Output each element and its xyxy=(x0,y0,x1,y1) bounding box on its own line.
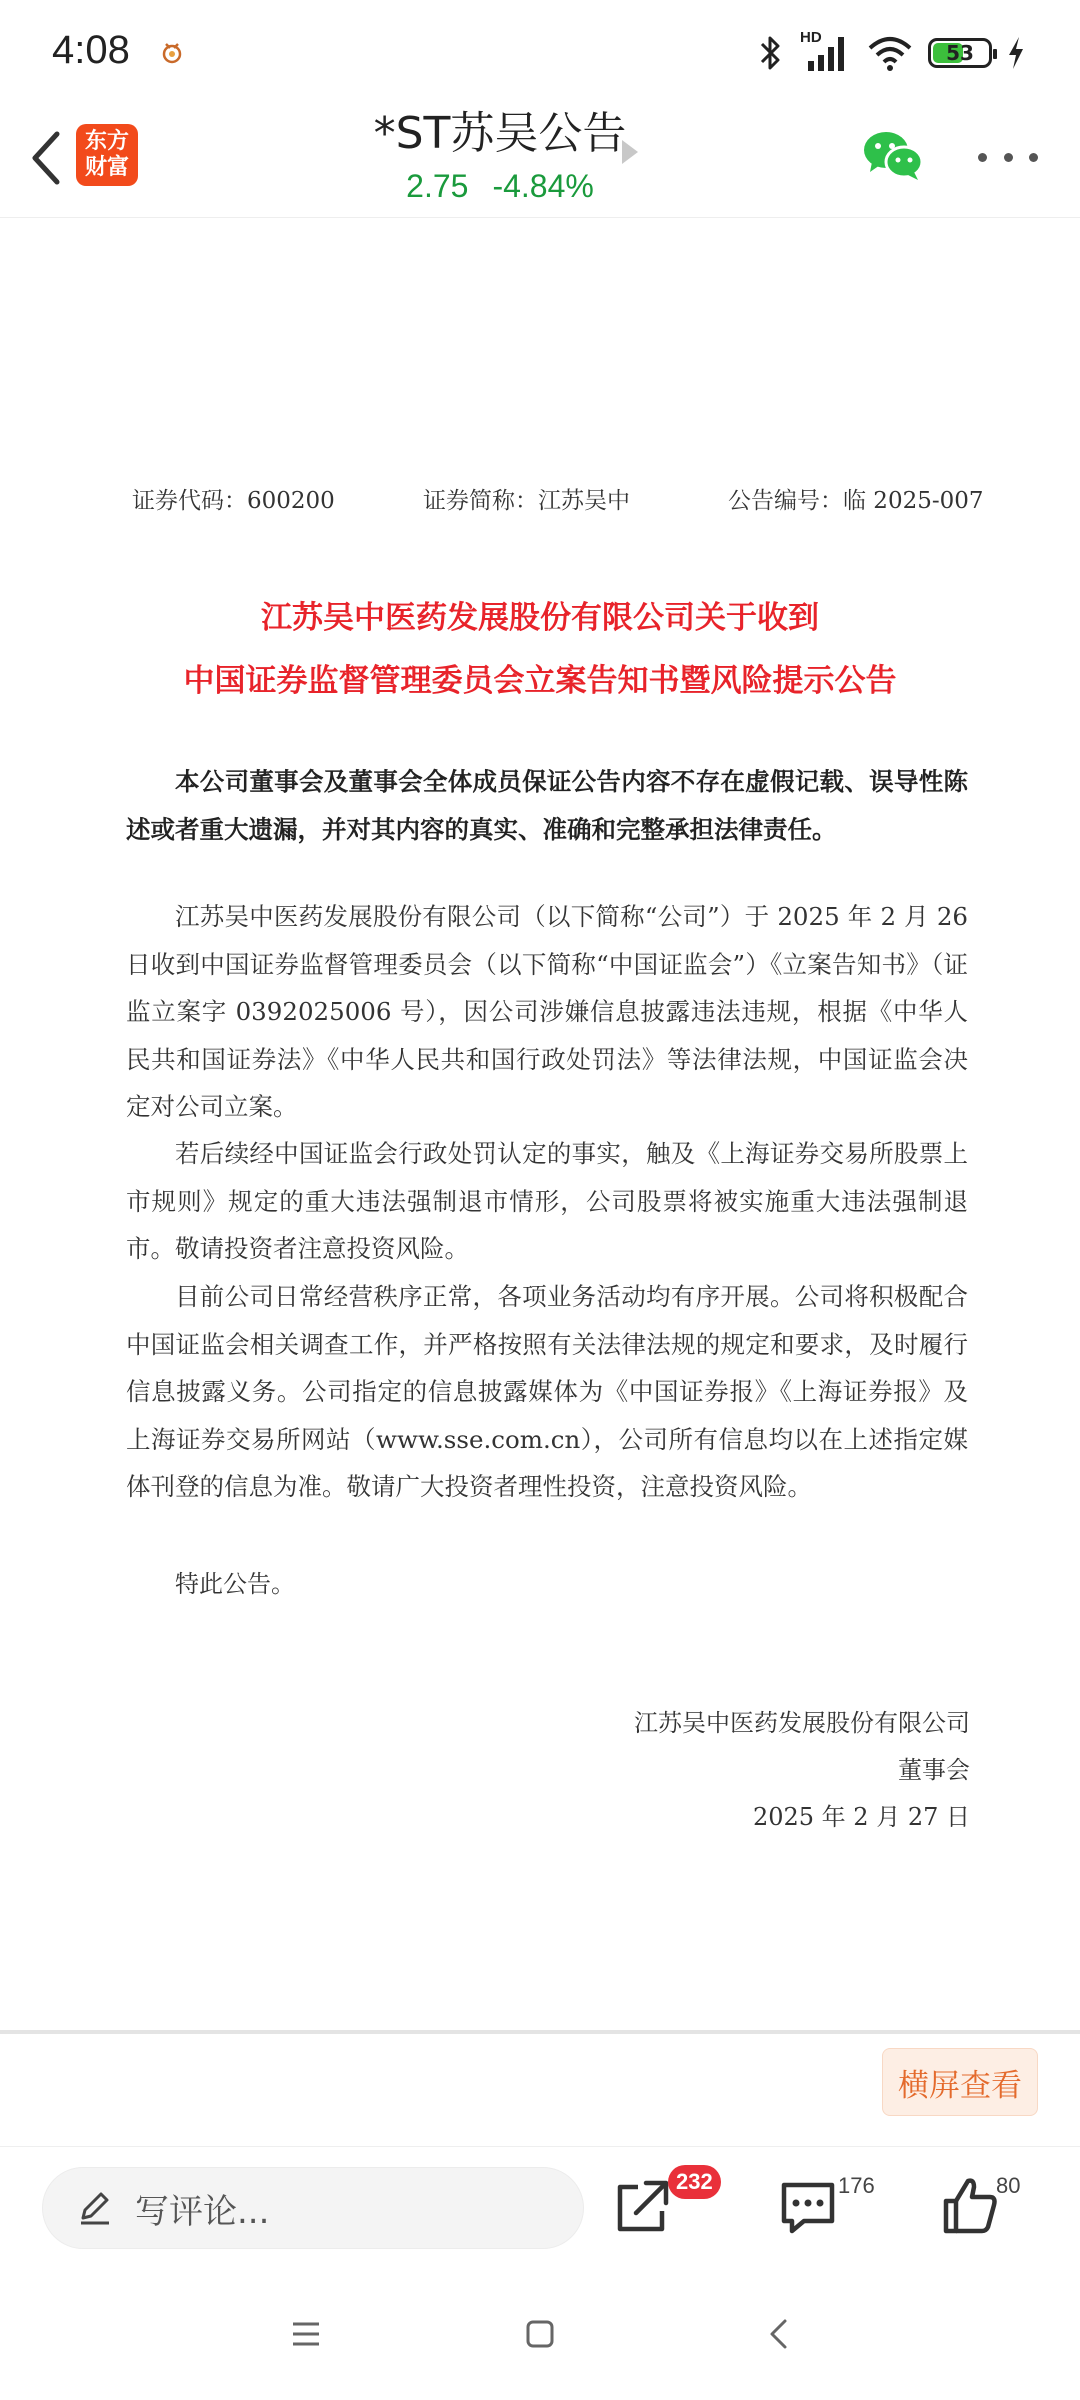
announcement-title-line-1: 江苏吴中医药发展股份有限公司关于收到 xyxy=(261,600,819,636)
status-icons xyxy=(756,29,1026,74)
logo-line-2: 财富 xyxy=(84,155,129,180)
app-header xyxy=(0,100,1080,218)
board-statement: 本公司董事会及董事会全体成员保证公告内容不存在虚假记载、误导性陈述或者重大遗漏，并对其内容的真实、准确和完整承担法律责任。 xyxy=(126,767,968,844)
wechat-share-button[interactable] xyxy=(862,130,924,182)
back-icon xyxy=(767,2318,789,2350)
closing-text: 特此公告。 xyxy=(175,1570,295,1598)
chevron-left-icon xyxy=(29,130,63,186)
like-count: 80 xyxy=(996,2173,1021,2198)
charging-icon xyxy=(1006,35,1026,71)
status-bar xyxy=(0,0,1080,100)
nav-back-button[interactable] xyxy=(748,2304,808,2364)
status-time: 4:08 xyxy=(52,28,130,72)
home-icon xyxy=(525,2319,555,2349)
signal-icon xyxy=(800,29,852,73)
signature-date: 2025 年 2 月 27 日 xyxy=(752,1803,970,1831)
security-code: 证券代码：600200 xyxy=(132,488,335,514)
logo-line-1: 东方 xyxy=(84,129,129,154)
battery-level: 53 xyxy=(946,41,974,65)
network-label: HD xyxy=(800,29,822,46)
page-title: *ST苏吴公告 xyxy=(373,108,627,159)
stock-change: -4.84% xyxy=(492,168,594,204)
bottom-action-bar xyxy=(0,2146,1080,2266)
menu-icon xyxy=(291,2321,321,2347)
app-logo[interactable] xyxy=(76,124,138,186)
stock-title[interactable] xyxy=(300,106,700,208)
comment-input[interactable] xyxy=(42,2167,584,2249)
paragraph-3: 目前公司日常经营秩序正常，各项业务活动均有序开展。公司将积极配合中国证监会相关调查工作，并严格按照有关法律法规的规定和要求，及时履行信息披露义务。公司指定的信息披露媒体为《中国证券报》《上海证券报》及上海证券交易所网站（www.sse.com.cn），公司所有信息均以在上述指定媒体刊登的信息为准。敬请广大投资者理性投资，注意投资风险。 xyxy=(126,1282,968,1501)
back-button[interactable] xyxy=(20,122,72,194)
comments-button[interactable] xyxy=(778,2173,838,2237)
thumbs-up-icon xyxy=(940,2173,1000,2237)
announcement-title-line-2: 中国证券监督管理委员会立案告知书暨风险提示公告 xyxy=(183,663,897,699)
pencil-icon xyxy=(77,2190,113,2226)
bluetooth-icon xyxy=(756,34,786,72)
dot-icon xyxy=(1004,153,1013,162)
stock-price: 2.75 xyxy=(406,168,469,204)
battery-icon xyxy=(928,38,992,68)
comment-placeholder: 写评论... xyxy=(135,2191,270,2232)
comment-icon xyxy=(778,2173,838,2237)
more-options-button[interactable] xyxy=(978,132,1038,182)
divider xyxy=(0,2030,1080,2034)
dot-icon xyxy=(978,153,987,162)
caret-right-icon[interactable] xyxy=(622,140,638,164)
wechat-icon xyxy=(862,130,924,182)
share-count-badge: 232 xyxy=(668,2165,721,2199)
paragraph-2: 若后续经中国证监会行政处罚认定的事实，触及《上海证券交易所股票上市规则》规定的重大违法强制退市情形，公司股票将被实施重大违法强制退市。敬请投资者注意投资风险。 xyxy=(126,1139,968,1263)
recent-apps-button[interactable] xyxy=(276,2304,336,2364)
system-nav-bar xyxy=(0,2266,1080,2400)
signature-board: 董事会 xyxy=(898,1756,970,1784)
comment-count: 176 xyxy=(838,2173,875,2198)
notification-icon xyxy=(158,38,186,66)
paragraph-1: 江苏吴中医药发展股份有限公司（以下简称“公司”）于 2025 年 2 月 26 日收到中国证券监督管理委员会（以下简称“中国证监会”）《立案告知书》（证监立案字 0392025006 号），因公司涉嫌信息披露违法违规，根据《中华人民共和国证券法》《中华人民共和国行政处罚法》等法律法规，中国证监会决定对公司立案。 xyxy=(126,902,968,1121)
announcement-document xyxy=(0,220,1080,2030)
wifi-icon xyxy=(866,34,914,72)
notice-number: 公告编号：临 2025-007 xyxy=(728,488,984,514)
home-button[interactable] xyxy=(510,2304,570,2364)
signature-company: 江苏吴中医药发展股份有限公司 xyxy=(634,1709,970,1737)
security-short-name: 证券简称：江苏吴中 xyxy=(423,488,630,514)
like-button[interactable] xyxy=(940,2173,1000,2237)
stock-quote xyxy=(300,164,700,208)
dot-icon xyxy=(1029,153,1038,162)
share-button[interactable] xyxy=(612,2173,672,2237)
share-icon xyxy=(612,2173,672,2237)
landscape-view-button[interactable]: 横屏查看 xyxy=(882,2048,1038,2116)
